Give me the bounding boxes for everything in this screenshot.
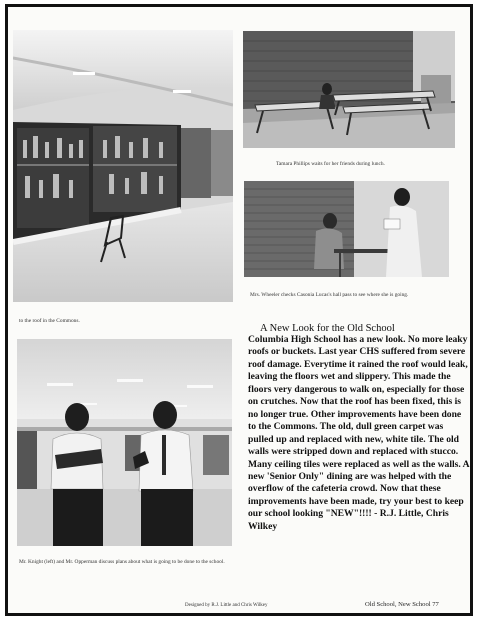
article-body: Columbia High School has a new look. No more leaky roofs or buckets. Last year CHS suffered from severe roof damage. Everytime it rained the roof would leak, leaving the floors wet and slippery. This made the floors very dangerous to walk on, especially for those on crutches. Now that the roof has been fixed, this is no longer true. Other improvements have been done to the Commons. The old, dull green carpet was pulled up and replaced with new, white tile. The old walls were stripped down and replaced with stucco. Many ceiling tiles were replaced as well as the walls. A new 'Senior Only" dining are was helped with the overflow of the cafeteria crowd. Now that these improvements have been made, try your best to keep our school looking "NEW"!!!! - R.J. Little, Chris Wilkey [248,334,470,532]
article-title: A New Look for the Old School [260,323,395,334]
hall-pass-photo-caption: Mrs. Wheeler checks Casonia Lucas's hall pass to see where she is going. [250,292,409,298]
picnic-tables-photo [243,31,455,148]
page-number-label: Old School, New School 77 [365,601,439,608]
commons-trophy-case-image [13,30,233,302]
hall-pass-image [244,181,449,277]
picnic-tables-image [243,31,455,148]
page-credit: Designed by R.J. Little and Chris Wilkey [185,603,268,608]
hall-pass-photo [244,181,449,277]
commons-photo-caption: to the roof in the Commons. [19,318,80,324]
picnic-photo-caption: Tamara Phillips waits for her friends during lunch. [276,161,385,167]
discussion-photo-caption: Mr. Knight (left) and Mr. Opperman discuss plans about what is going to be done to the school. [19,559,225,565]
discussion-photo [17,339,232,546]
commons-trophy-case-photo [13,30,233,302]
discussion-image [17,339,232,546]
